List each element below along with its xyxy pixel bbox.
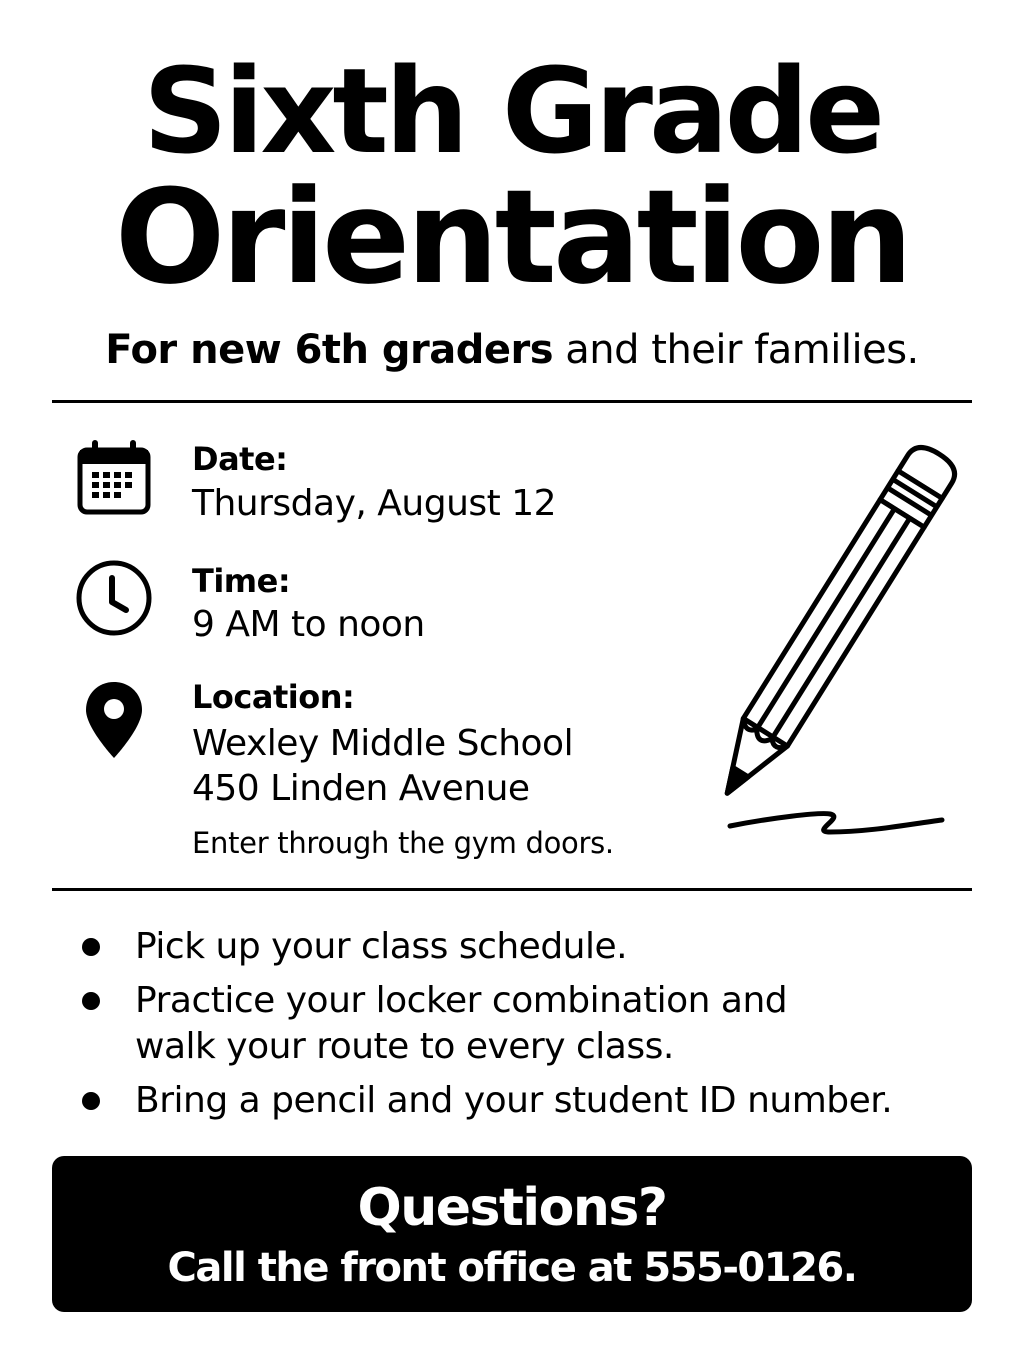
- bullet-item-1: Pick up your class schedule.: [135, 926, 628, 967]
- pencil-icon: [680, 440, 960, 844]
- calendar-icon: [76, 438, 152, 516]
- clock-icon: [74, 558, 154, 638]
- title-line-1: Sixth Grade: [142, 42, 882, 180]
- time-value: 9 AM to noon: [192, 604, 425, 645]
- location-line-2: 450 Linden Avenue: [192, 768, 530, 809]
- subtitle-bold: For new 6th graders: [105, 327, 554, 373]
- bullet-dot: [82, 1092, 100, 1110]
- date-label: Date:: [192, 440, 288, 478]
- map-pin-icon: [84, 680, 144, 760]
- location-line-1: Wexley Middle School: [192, 723, 574, 764]
- bullet-dot: [82, 938, 100, 956]
- front-office-phone: Call the front office at 555-0126.: [167, 1245, 857, 1291]
- questions-heading: Questions?: [357, 1178, 667, 1238]
- questions-banner: [52, 1156, 972, 1312]
- bullet-dot: [82, 992, 100, 1010]
- bottom-divider: [52, 888, 972, 891]
- location-note: Enter through the gym doors.: [192, 826, 614, 860]
- time-label: Time:: [192, 562, 291, 600]
- subtitle-rest: and their families.: [553, 327, 919, 373]
- bullet-item-3: Bring a pencil and your student ID number.: [135, 1080, 893, 1121]
- subtitle: [0, 326, 1024, 374]
- bullet-item-2: Practice your locker combination and walk your route to every class.: [135, 980, 788, 1067]
- top-divider: [52, 400, 972, 403]
- date-value: Thursday, August 12: [192, 483, 557, 524]
- location-label: Location:: [192, 678, 355, 716]
- title-line-2: Orientation: [114, 161, 910, 313]
